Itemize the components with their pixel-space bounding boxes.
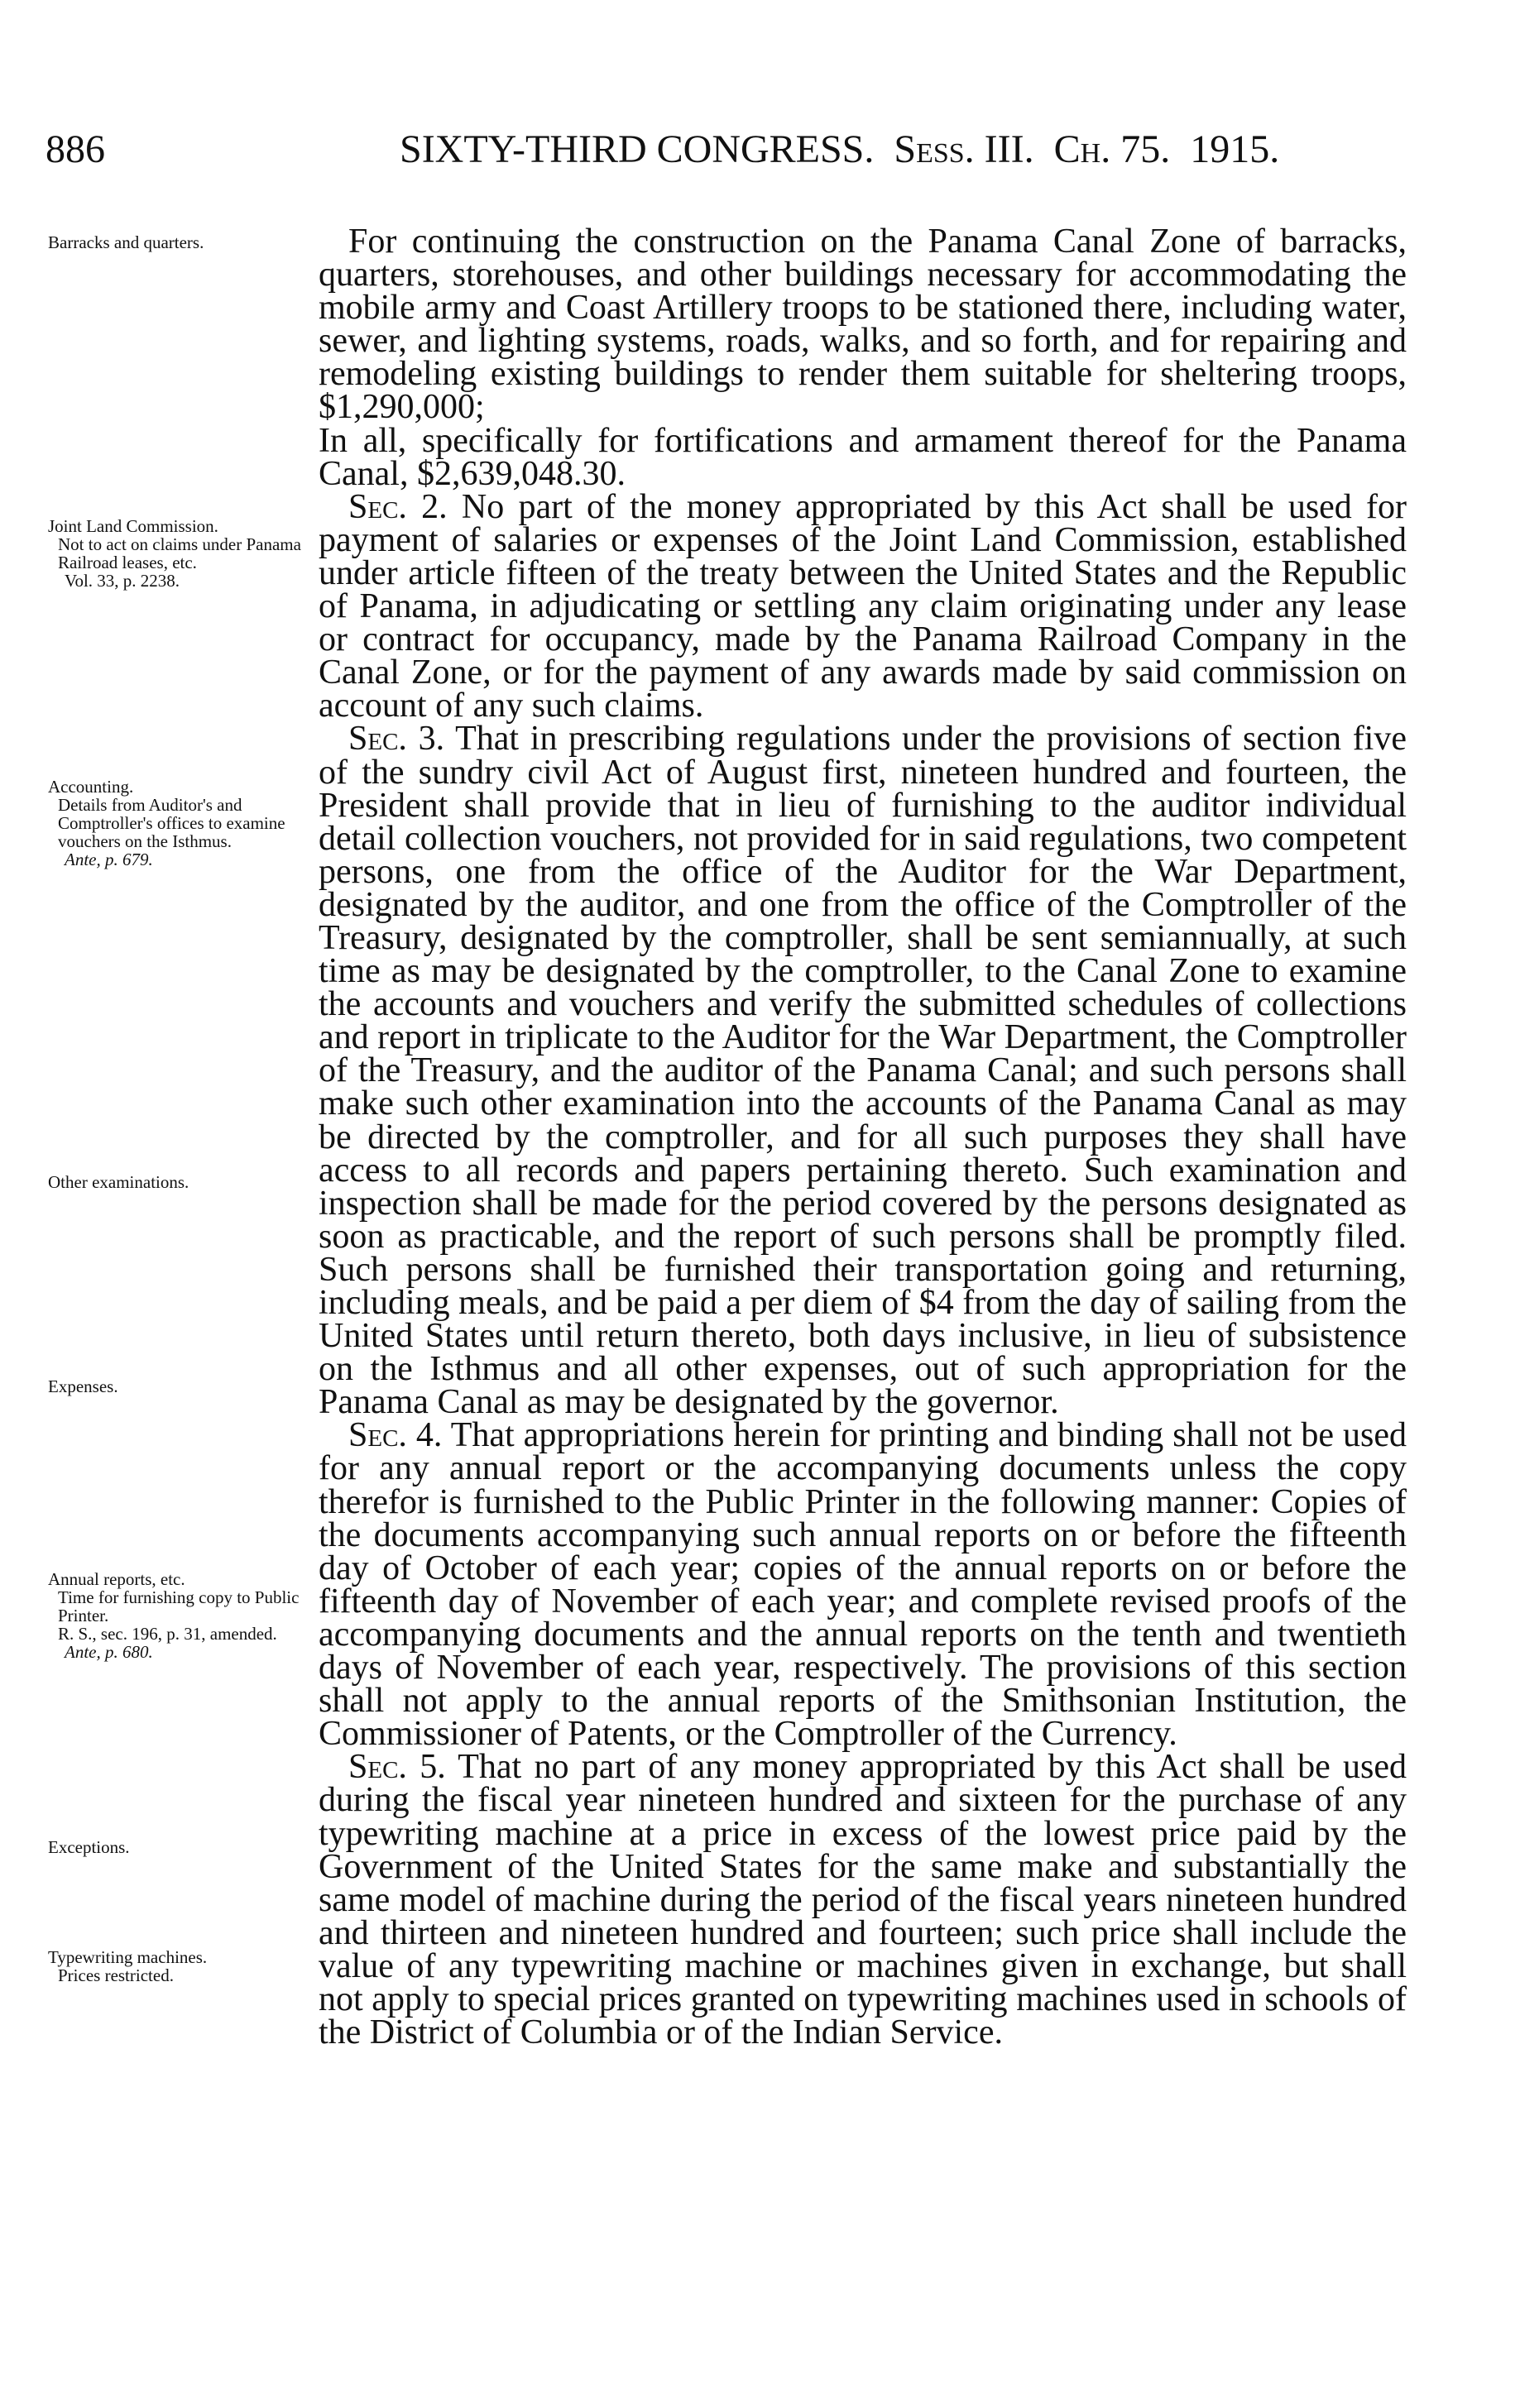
section-label: Sec. 4. [348, 1416, 443, 1455]
section-label: Sec. 3. [348, 720, 445, 759]
page-header [46, 121, 1386, 179]
section-5 [319, 1748, 1407, 2052]
margin-note-ref: Ante, p. 679. [65, 850, 153, 869]
section-text: That in prescribing regulations under the provisions of section five of the sundry civil Act of August first, nineteen hundred and fourteen, the President shall provide that in lieu of furnishing to the auditor individual detail collection vouchers, not provided for in said regulations, two competent persons, one from the office of the Auditor for the War Department, designated by the auditor, and one from the office of the Comptroller of the Treasury, designated by the comptroller, shall be sent semiannually, at such time as may be designated by the comptroller, to the Canal Zone to examine the accounts and vouchers and verify the submitted schedules of collections and report in triplicate to the Auditor for the War Department, the Comptroller of the Treasury, and the auditor of the Panama Canal; and such persons shall make such other examination into the accounts of the Panama Canal as may be directed by the comptroller, and for all such purposes they shall have access to all records and papers pertaining thereto. Such examination and inspection shall be made for the period covered by the persons designated as soon as practicable, and the report of such persons shall be promptly filed. Such persons shall be furnished their transportation going and returning, including meals, and be paid a per diem of $4 from the day of sailing from the United States until return thereto, both days inclusive, in lieu of subsistence on the Isthmus and all other expenses, out of such appropriation for the Panama Canal as may be designated by the governor. [319, 720, 1407, 1422]
margin-note-ref: Ante, p. 680. [65, 1642, 153, 1662]
section-4 [319, 1416, 1407, 1754]
margin-note-annual-reports [48, 1570, 323, 1661]
margin-note-text: Expenses. [48, 1376, 118, 1396]
margin-note-sub: Time for furnishing copy to Public Printer. [58, 1587, 300, 1625]
running-title [400, 121, 1279, 179]
main-text [319, 223, 1407, 2052]
margin-note-text: Barracks and quarters. [48, 232, 204, 252]
section-text: That appropriations herein for printing and binding shall not be used for any annual report or the accompanying documents unless the copy therefor is furnished to the Public Printer in the following manner: Copies of the documents accompanying such annual reports on or before the fifteenth day of October of each year; copies of the annual reports on or before the fifteenth day of November of each year; and complete revised proofs of the accompanying documents and the annual reports on the tenth and twentieth days of November of each year, respectively. The provisions of this section shall not apply to the annual reports of the Smithsonian Institution, the Commissioner of Patents, or the Comptroller of the Currency. [319, 1416, 1407, 1754]
section-label: Sec. 2. [348, 487, 448, 526]
session-label: Sess. III. [894, 127, 1034, 171]
section-label: Sec. 5. [348, 1748, 446, 1787]
margin-note-text: Annual reports, etc. [48, 1569, 185, 1589]
margin-note-text: Other examinations. [48, 1172, 189, 1192]
margin-note-expenses [48, 1377, 323, 1395]
margin-note-exceptions [48, 1838, 323, 1856]
section-text: That no part of any money appropriated by this Act shall be used during the fiscal year nineteen hundred and sixteen for the purchase of any typewriting machine at a price in excess of the lowest price paid by the Government of the United States for the same make and substantially the same model of machine during the period of the fiscal years nineteen hundred and thirteen and nineteen hundred and fourteen; such price shall include the value of any typewriting machine or machines given in exchange, but shall not apply to special prices granted on typewriting machines used in schools of the District of Columbia or of the Indian Service. [319, 1748, 1407, 2052]
margin-note-joint-land-commission [48, 517, 323, 590]
margin-note-sub: Not to act on claims under Panama Railroad leases, etc. [58, 534, 301, 572]
margin-note-sub: Details from Auditor's and Comptroller's offices to examine vouchers on the Isthmus. [58, 795, 285, 851]
paragraph-total: In all, specifically for fortifications and armament thereof for the Panama Canal, $2,639,048.30. [319, 421, 1407, 493]
margin-note-text: Accounting. [48, 777, 134, 797]
margin-note-barracks [48, 233, 323, 251]
margin-note-text: Typewriting machines. [48, 1947, 208, 1967]
congress-title: SIXTY-THIRD CONGRESS. [400, 127, 875, 171]
margin-note-typewriting [48, 1948, 323, 1984]
margin-note-other-examinations [48, 1173, 323, 1191]
margin-note-sub: R. S., sec. 196, p. 31, amended. [58, 1624, 277, 1644]
page-number: 886 [46, 127, 105, 171]
year-label: 1915. [1190, 127, 1280, 171]
margin-note-accounting [48, 778, 323, 869]
section-3 [319, 720, 1407, 1422]
paragraph-barracks: For continuing the construction on the Panama Canal Zone of barracks, quarters, storehouses, and other buildings necessary for accommodating the mobile army and Coast Artillery troops to be stationed there, including water, sewer, and lighting systems, roads, walks, and so forth, and for repairing and remodeling existing buildings to render them suitable for sheltering troops, $1,290,000; [319, 223, 1407, 427]
margin-note-text: Exceptions. [48, 1837, 130, 1857]
chapter-label: Ch. 75. [1053, 127, 1171, 171]
margin-note-ref: Vol. 33, p. 2238. [65, 571, 180, 591]
section-2 [319, 487, 1407, 725]
section-text: No part of the money appropriated by this Act shall be used for payment of salaries or expenses of the Joint Land Commission, established under article fifteen of the treaty between the United States and the Republic of Panama, in adjudicating or settling any claim originating under any lease or contract for occupancy, made by the Panama Railroad Company in the Canal Zone, or for the payment of any awards made by said commission on account of any such claims. [319, 487, 1407, 725]
margin-note-text: Joint Land Commission. [48, 516, 218, 536]
margin-note-sub: Prices restricted. [58, 1965, 174, 1985]
